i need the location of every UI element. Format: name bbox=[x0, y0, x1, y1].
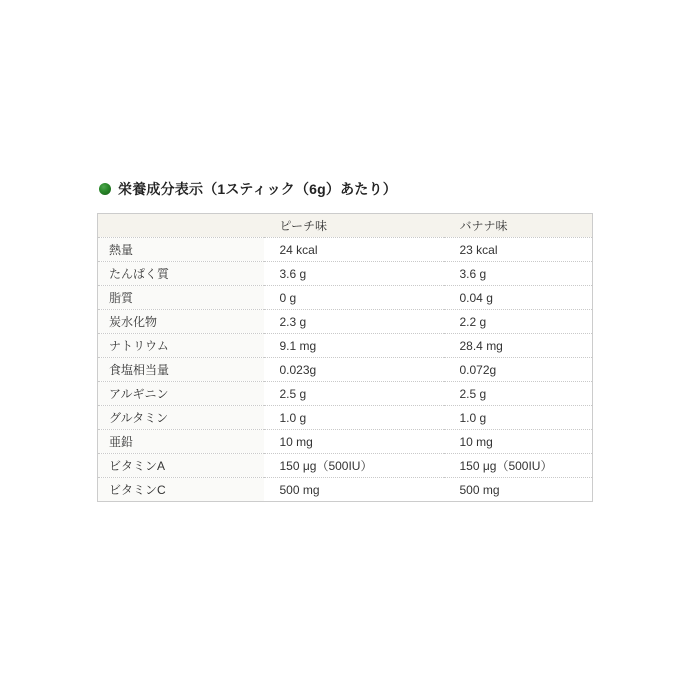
peach-value: 0 g bbox=[264, 286, 444, 310]
peach-value: 0.023g bbox=[264, 358, 444, 382]
peach-value: 9.1 mg bbox=[264, 334, 444, 358]
nutrient-label: 熱量 bbox=[98, 238, 264, 262]
peach-value: 3.6 g bbox=[264, 262, 444, 286]
peach-value: 500 mg bbox=[264, 478, 444, 502]
table-row bbox=[98, 238, 593, 262]
banana-value: 2.5 g bbox=[444, 382, 593, 406]
banana-value: 0.072g bbox=[444, 358, 593, 382]
nutrient-label: たんぱく質 bbox=[98, 262, 264, 286]
nutrient-label: ビタミンC bbox=[98, 478, 264, 502]
banana-value: 10 mg bbox=[444, 430, 593, 454]
table-row bbox=[98, 358, 593, 382]
banana-value: 150 μg（500IU） bbox=[444, 454, 593, 478]
column-header-banana: バナナ味 bbox=[444, 214, 593, 238]
table-row bbox=[98, 286, 593, 310]
banana-value: 0.04 g bbox=[444, 286, 593, 310]
column-header-peach: ピーチ味 bbox=[264, 214, 444, 238]
nutrient-label: 脂質 bbox=[98, 286, 264, 310]
banana-value: 2.2 g bbox=[444, 310, 593, 334]
table-row bbox=[98, 382, 593, 406]
green-circle-icon bbox=[99, 183, 111, 195]
nutrient-label: 炭水化物 bbox=[98, 310, 264, 334]
banana-value: 23 kcal bbox=[444, 238, 593, 262]
table-row bbox=[98, 478, 593, 502]
peach-value: 10 mg bbox=[264, 430, 444, 454]
banana-value: 500 mg bbox=[444, 478, 593, 502]
table-row bbox=[98, 430, 593, 454]
nutrient-label: ナトリウム bbox=[98, 334, 264, 358]
nutrient-label: ビタミンA bbox=[98, 454, 264, 478]
banana-value: 3.6 g bbox=[444, 262, 593, 286]
banana-value: 1.0 g bbox=[444, 406, 593, 430]
nutrient-label: 食塩相当量 bbox=[98, 358, 264, 382]
section-title bbox=[99, 179, 397, 199]
table-header-row bbox=[98, 214, 593, 238]
peach-value: 24 kcal bbox=[264, 238, 444, 262]
table-row bbox=[98, 334, 593, 358]
column-header-blank bbox=[98, 214, 264, 238]
nutrient-label: 亜鉛 bbox=[98, 430, 264, 454]
table-row bbox=[98, 454, 593, 478]
page-title: 栄養成分表示（1スティック（6g）あたり） bbox=[118, 181, 397, 197]
peach-value: 150 μg（500IU） bbox=[264, 454, 444, 478]
banana-value: 28.4 mg bbox=[444, 334, 593, 358]
peach-value: 2.5 g bbox=[264, 382, 444, 406]
nutrient-label: グルタミン bbox=[98, 406, 264, 430]
table-row bbox=[98, 262, 593, 286]
nutrition-table bbox=[97, 213, 593, 502]
table-row bbox=[98, 310, 593, 334]
peach-value: 1.0 g bbox=[264, 406, 444, 430]
table-row bbox=[98, 406, 593, 430]
peach-value: 2.3 g bbox=[264, 310, 444, 334]
nutrient-label: アルギニン bbox=[98, 382, 264, 406]
